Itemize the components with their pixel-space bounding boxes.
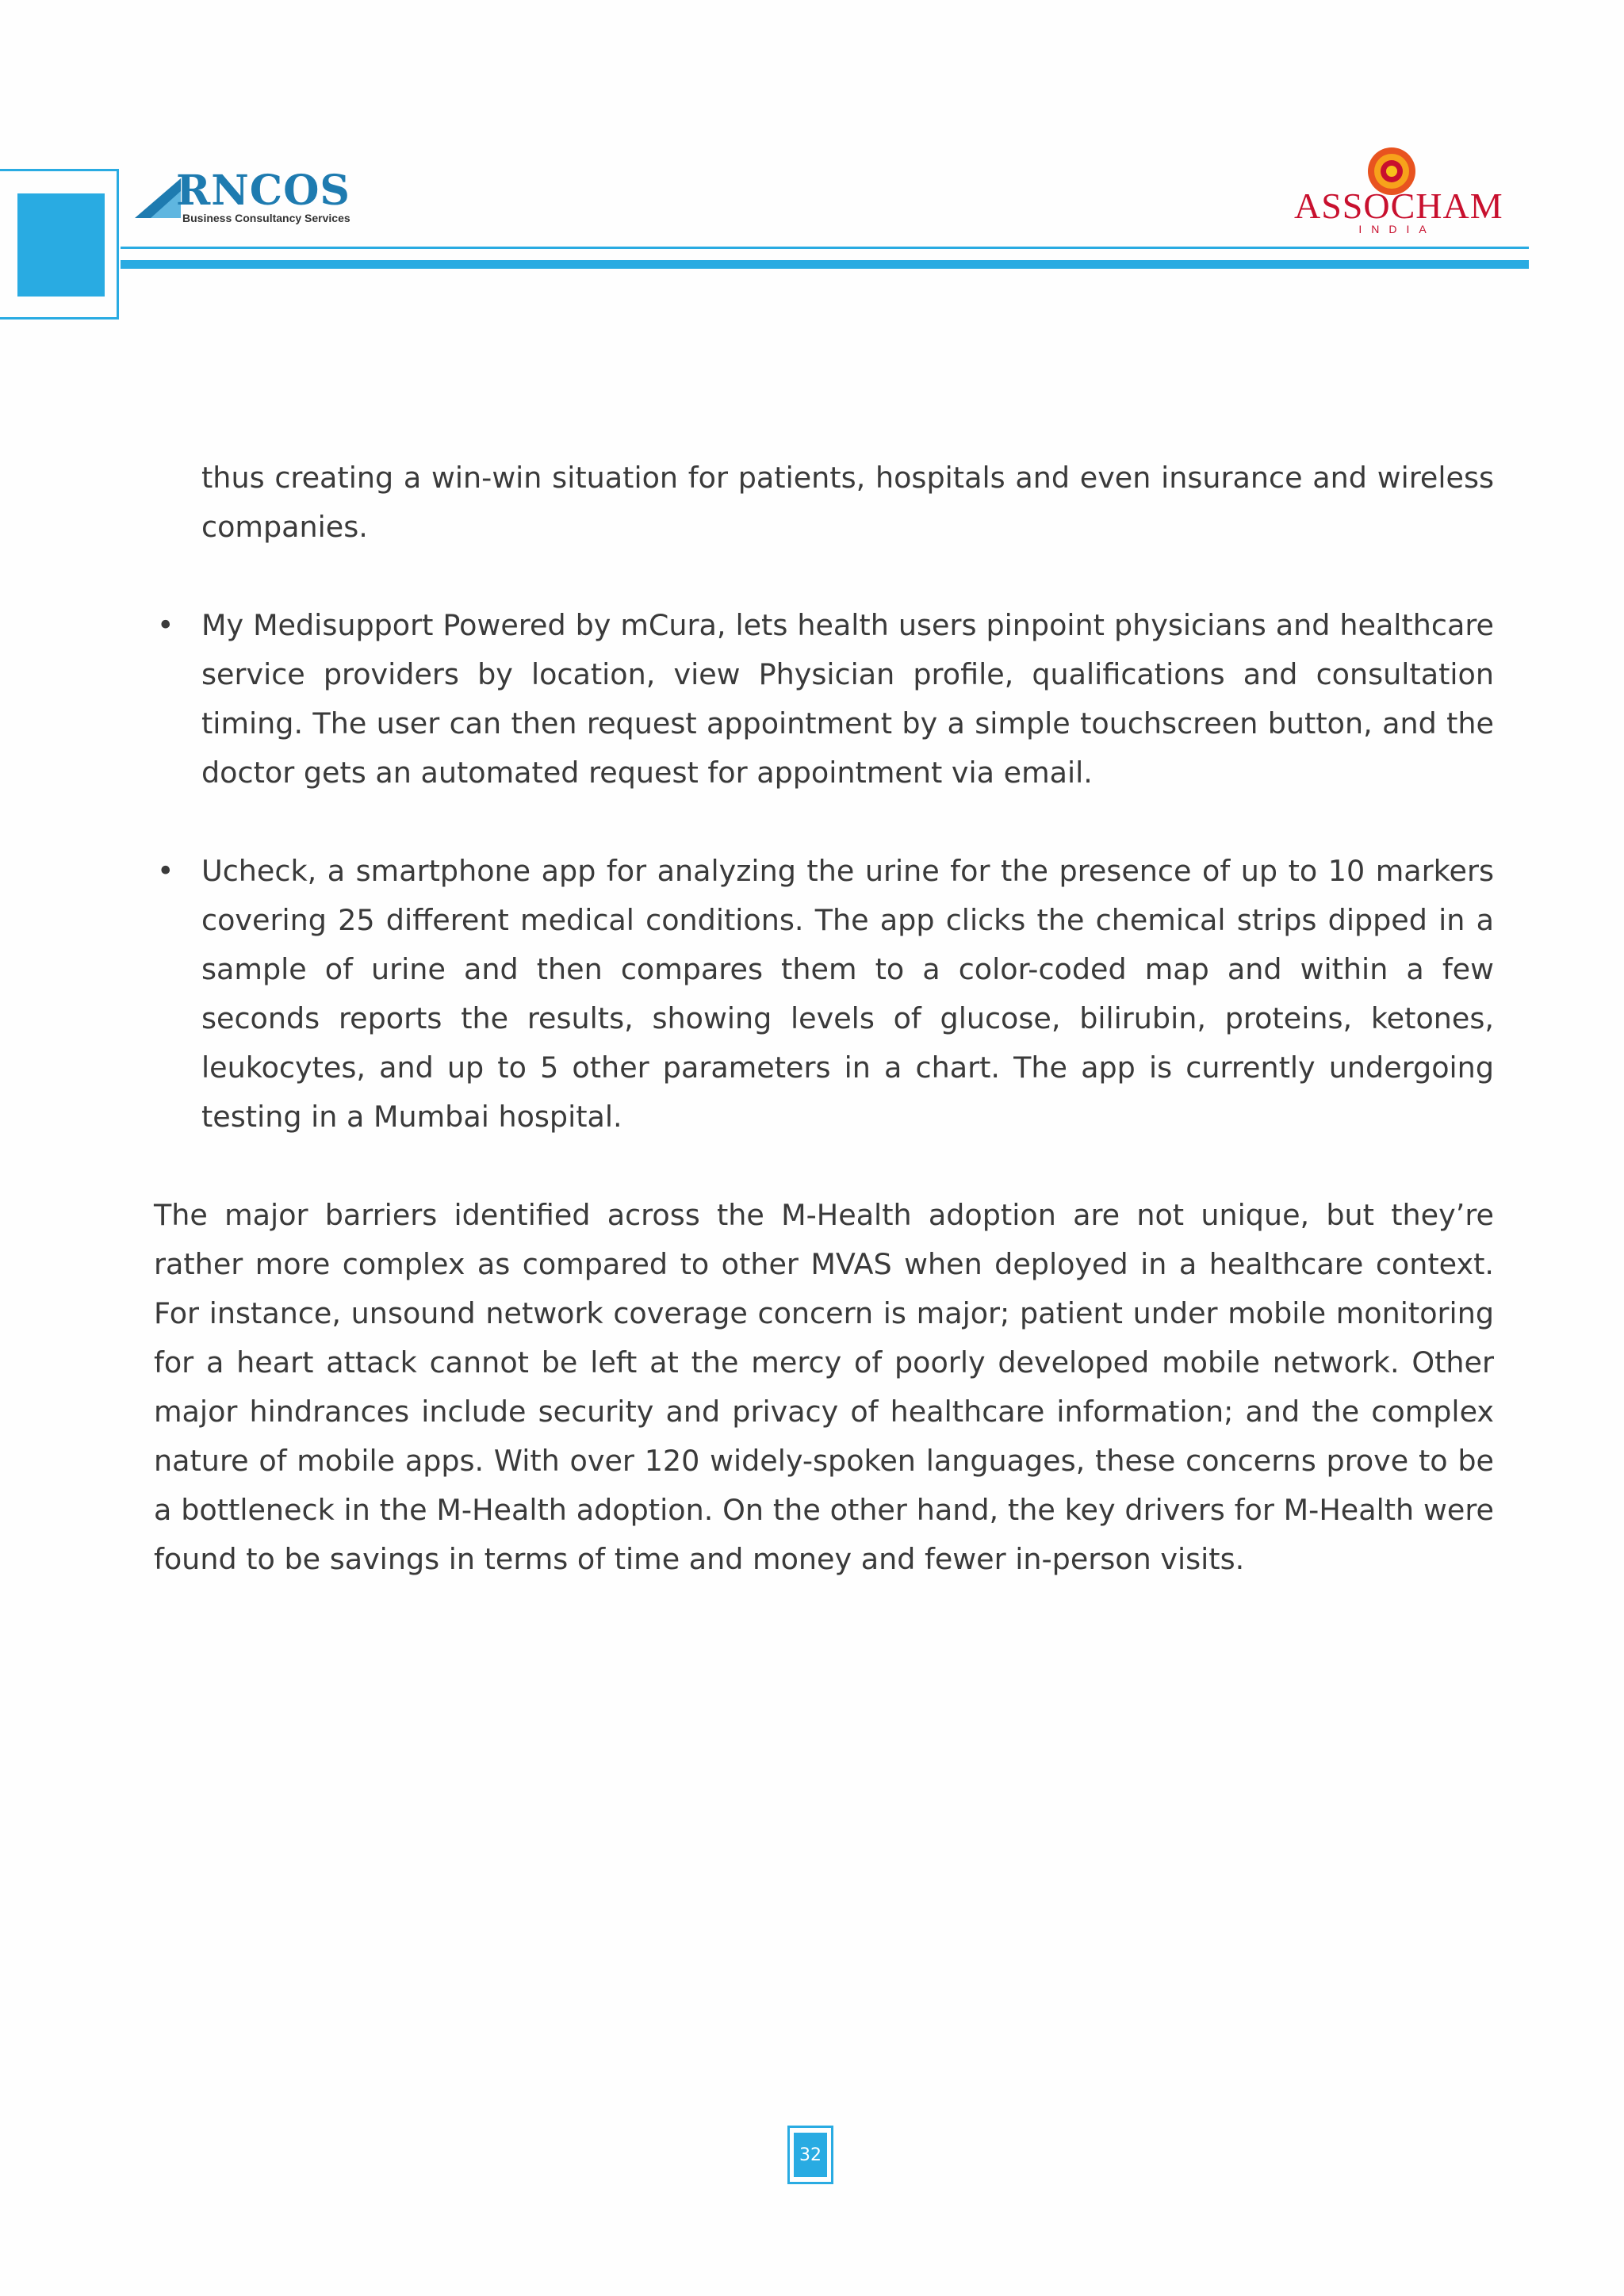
rncos-logo	[135, 166, 373, 226]
assocham-wordmark: ASSOCHAM	[1294, 186, 1503, 226]
bullet-text: My Medisupport Powered by mCura, lets health users pinpoint physicians and healthcare service providers by location, view Physician profile, qualifications and consultation timing. The user can then request appointment by a simple touchscreen button, and the doctor gets an automated request for appointment via email.	[201, 608, 1494, 790]
closing-paragraph: The major barriers identified across the M-Health adoption are not unique, but they’re rather more complex as compared to other MVAS when deployed in a healthcare context. For instance, unsound network coverage concern is major; patient under mobile monitoring for a heart attack cannot be left at the mercy of poorly developed mobile network. Other major hindrances include security and privacy of healthcare information; and the complex nature of mobile apps. With over 120 widely-spoken languages, these concerns prove to be a bottleneck in the M-Health adoption. On the other hand, the key drivers for M-Health were found to be savings in terms of time and money and fewer in-person visits.	[154, 1198, 1494, 1576]
assocham-logo	[1285, 143, 1507, 238]
header-rule-thin	[121, 247, 1529, 249]
assocham-subtitle: INDIA	[1358, 223, 1436, 235]
header-corner-block	[17, 193, 105, 297]
continuation-paragraph: thus creating a win-win situation for patients, hospitals and even insurance and wireless companies.	[201, 461, 1494, 544]
rncos-tagline: Business Consultancy Services	[182, 212, 350, 224]
rncos-wordmark: RNCOS	[176, 166, 350, 215]
bullet-text: Ucheck, a smartphone app for analyzing the urine for the presence of up to 10 markers covering 25 different medical conditions. The app clicks the chemical strips dipped in a sample of urine and then compares them to a color-coded map and within a few seconds reports the results, showing levels of glucose, bilirubin, proteins, ketones, leukocytes, and up to 5 other parameters in a chart. The app is currently undergoing testing in a Mumbai hospital.	[201, 854, 1494, 1134]
page-content	[154, 453, 1494, 1633]
bullet-item-ucheck	[154, 847, 1494, 1142]
header-rule-thick	[121, 260, 1529, 269]
page-number: 32	[794, 2133, 827, 2177]
bullet-item-medisupport	[154, 601, 1494, 798]
bullet-marker: •	[157, 608, 174, 642]
bullet-marker: •	[157, 854, 174, 888]
rncos-triangle-icon	[135, 174, 181, 218]
